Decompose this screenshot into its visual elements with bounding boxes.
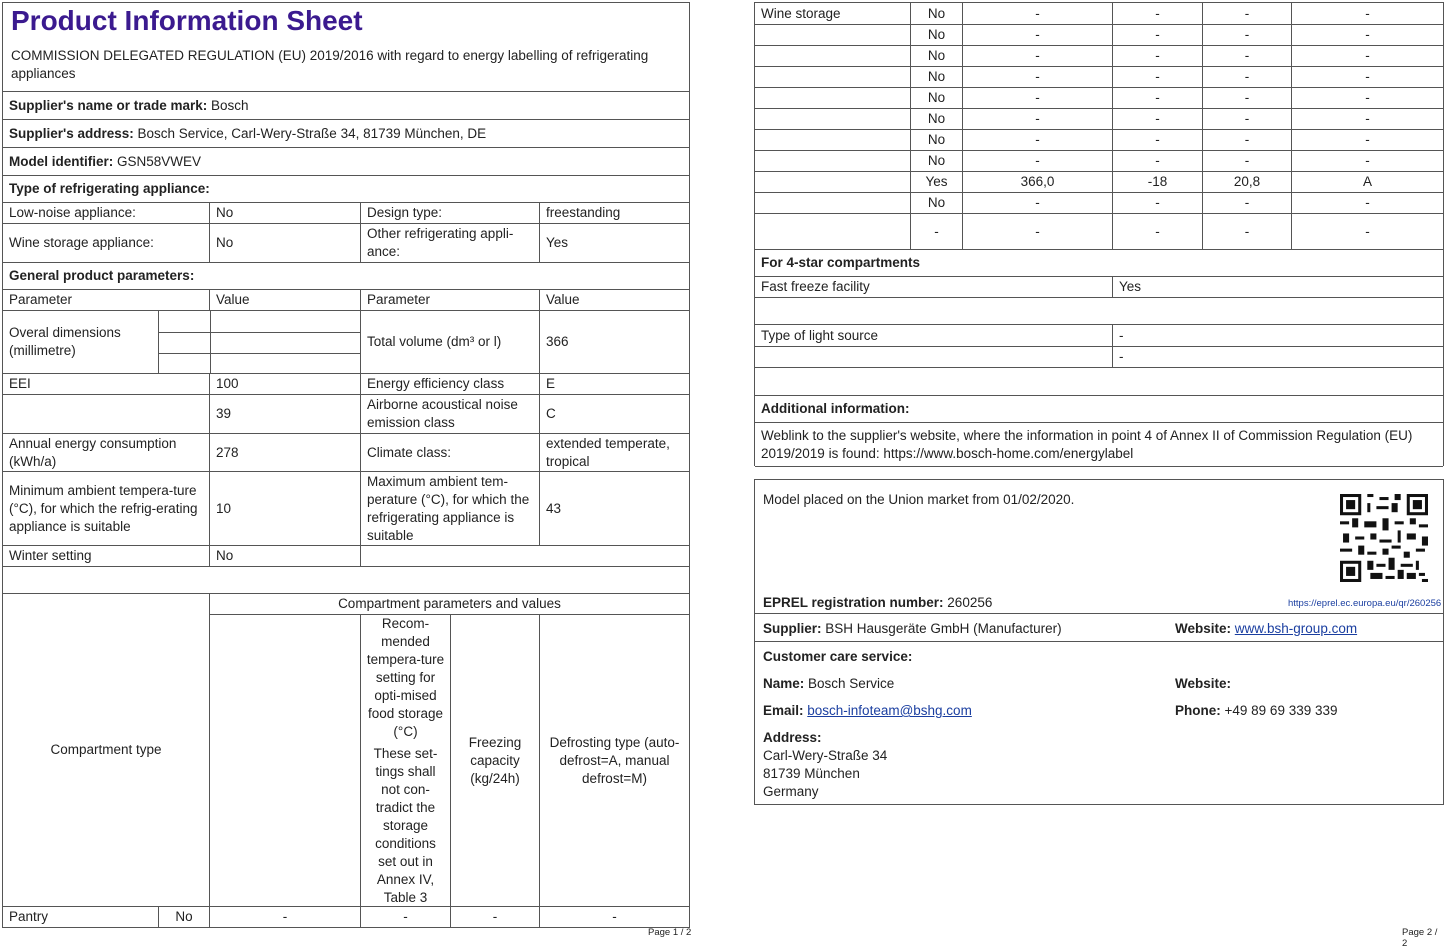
energy-class-value: E: [539, 374, 689, 394]
fast-freeze-label: Fast freeze facility: [761, 279, 870, 294]
name-label: Name:: [763, 676, 805, 691]
page-2-table: [754, 2, 1444, 466]
min-temp-value: 10: [209, 472, 360, 545]
compartment-value-cell: -: [962, 109, 1112, 129]
eprel-url-link[interactable]: https://eprel.ec.europa.eu/qr/260256: [1288, 598, 1442, 609]
pantry-cell: -: [539, 907, 689, 927]
compartment-type-cell: [755, 109, 910, 129]
compartment-value-cell: -: [962, 67, 1112, 87]
climate-value: extended temperate, tropical: [539, 434, 689, 471]
compartment-value-cell: -: [962, 46, 1112, 66]
compartment-value-cell: -: [1112, 88, 1202, 108]
spacer-row: [3, 566, 689, 593]
model-label: Model identifier:: [9, 153, 114, 169]
compartment-value-cell: -: [1202, 214, 1291, 250]
compartment-value-cell: -: [1291, 214, 1443, 250]
compartment-value-cell: -: [962, 214, 1112, 250]
compartment-value-cell: -: [1112, 25, 1202, 45]
address-line: Germany: [763, 784, 819, 799]
dimensions-subgrid: [158, 311, 360, 373]
design-type-value: freestanding: [539, 203, 689, 223]
recommended-temp-note: These set-tings shall not con-tradict the storage conditions set out in Annex IV, Table 3: [373, 745, 438, 905]
compartment-value-cell: -: [1291, 193, 1443, 213]
noise-class-label: Airborne acoustical noise emission class: [360, 395, 539, 433]
spacer-row: [755, 367, 1443, 395]
pantry-row: [3, 906, 689, 927]
compartment-row: [755, 108, 1443, 129]
fast-freeze-value: Yes: [1112, 277, 1443, 297]
compartment-value-cell: No: [910, 151, 962, 171]
compartment-value-cell: -: [1202, 3, 1291, 24]
compartment-value-cell: -: [962, 130, 1112, 150]
four-star-heading-row: [755, 249, 1443, 276]
total-volume-label: Total volume (dm³ or l): [360, 311, 539, 373]
other-appliance-label: Other refrigerating appli-ance:: [360, 224, 539, 262]
regulation-text: COMMISSION DELEGATED REGULATION (EU) 2019/2016 with regard to energy labelling of refrigerating appliances: [11, 48, 649, 81]
supplier-name-label: Supplier's name or trade mark:: [9, 97, 208, 113]
compartment-row: [755, 45, 1443, 66]
phone-value: +49 89 69 339 339: [1224, 703, 1338, 718]
compartment-value-cell: -: [1112, 109, 1202, 129]
compartment-type-cell: Wine storage: [761, 5, 841, 21]
pantry-value: No: [158, 907, 209, 927]
compartment-value-cell: -: [1202, 67, 1291, 87]
compartment-value-cell: -: [962, 25, 1112, 45]
compartment-value-cell: -: [1291, 109, 1443, 129]
noise-value: 39: [209, 395, 360, 433]
compartment-value-cell: No: [910, 193, 962, 213]
noise-row: [3, 394, 689, 433]
pantry-cell: -: [450, 907, 539, 927]
compartment-value-cell: -: [1112, 130, 1202, 150]
winter-value: No: [209, 546, 360, 566]
compartment-type-cell: [755, 151, 910, 171]
compartment-value-cell: -: [1112, 46, 1202, 66]
freezing-capacity-heading: Freezing capacity (kg/24h): [450, 614, 539, 906]
supplier-value: BSH Hausgeräte GmbH (Manufacturer): [825, 621, 1062, 636]
compartment-value-cell: -: [1202, 25, 1291, 45]
value-header-2: Value: [539, 290, 689, 310]
compartment-value-cell: 366,0: [962, 172, 1112, 192]
compartment-row: [755, 192, 1443, 213]
additional-heading-row: [755, 395, 1443, 422]
design-type-label: Design type:: [360, 203, 539, 223]
compartment-value-cell: No: [910, 109, 962, 129]
email-label: Email:: [763, 703, 804, 718]
eprel-row: [763, 594, 992, 612]
noise-class-value: C: [539, 395, 689, 433]
compartment-value-cell: -: [1291, 25, 1443, 45]
website-label: Website:: [1175, 621, 1232, 636]
page-number: Page 2 / 2: [1402, 927, 1438, 949]
customer-care-block: [755, 641, 1443, 805]
light-source-value: -: [1112, 325, 1443, 346]
winter-row: [3, 545, 689, 566]
light-source-label: Type of light source: [761, 327, 879, 343]
compartment-value-cell: No: [910, 88, 962, 108]
pantry-label: Pantry: [9, 909, 49, 924]
value-header: Value: [209, 290, 360, 310]
light-source-value-2: -: [1112, 347, 1443, 367]
compartment-row: [755, 129, 1443, 150]
general-heading: General product parameters:: [9, 268, 195, 283]
dimensions-row: [3, 310, 689, 373]
wine-storage-label: Wine storage appliance:: [9, 235, 154, 250]
name-value: Bosch Service: [808, 676, 895, 691]
recommended-temp-heading: Recom-mended tempera-ture setting for opti-mised food storage (°C): [366, 615, 445, 739]
compartment-value-cell: -18: [1112, 172, 1202, 192]
compartment-value-cell: -: [1202, 193, 1291, 213]
model-identifier: GSN58VWEV: [117, 153, 202, 169]
compartment-value-cell: No: [910, 25, 962, 45]
website2-label: Website:: [1175, 676, 1232, 691]
four-star-heading: For 4-star compartments: [761, 255, 921, 270]
compartment-value-cell: -: [1112, 151, 1202, 171]
email-link[interactable]: bosch-infoteam@bshg.com: [807, 703, 972, 718]
phone-label: Phone:: [1175, 703, 1221, 718]
compartment-value-cell: -: [1202, 151, 1291, 171]
compartment-value-cell: -: [962, 193, 1112, 213]
compartment-value-cell: -: [1291, 67, 1443, 87]
max-temp-value: 43: [539, 472, 689, 545]
annual-row: [3, 433, 689, 471]
compartment-params-heading: Compartment parameters and values: [209, 594, 689, 614]
fast-freeze-row: [755, 276, 1443, 297]
compartment-value-cell: -: [1291, 46, 1443, 66]
supplier-address-row: [3, 119, 689, 147]
additional-heading: Additional information:: [761, 401, 910, 416]
eprel-label: EPREL registration number:: [763, 595, 944, 610]
energy-class-label: Energy efficiency class: [360, 374, 539, 394]
pantry-cell: -: [209, 907, 360, 927]
compartment-value-cell: -: [1291, 130, 1443, 150]
eei-row: [3, 373, 689, 394]
compartment-value-cell: No: [910, 67, 962, 87]
pantry-cell: -: [360, 907, 450, 927]
eei-label: EEI: [9, 376, 31, 391]
page-2-label-info: [754, 479, 1444, 805]
compartment-type-cell: [755, 67, 910, 87]
param-header-row: [3, 289, 689, 310]
eprel-number: 260256: [947, 595, 993, 610]
type-heading: Type of refrigerating appliance:: [9, 181, 210, 196]
recommended-temp-cell: [360, 614, 450, 906]
supplier-name: Bosch: [211, 97, 249, 113]
compartment-value-cell: -: [910, 214, 962, 250]
total-volume-value: 366: [539, 311, 689, 373]
wine-storage-row: [3, 223, 689, 262]
compartment-value-cell: -: [1202, 130, 1291, 150]
compartment-value-cell: -: [962, 88, 1112, 108]
compartment-row: [755, 24, 1443, 45]
compartment-type-cell: [755, 88, 910, 108]
address-label: Address:: [763, 730, 822, 745]
dimensions-label: Overal dimensions (millimetre): [9, 325, 121, 358]
ambient-temp-row: [3, 471, 689, 545]
spacer-row: [755, 297, 1443, 324]
defrost-type-heading: Defrosting type (auto-defrost=A, manual defrost=M): [539, 614, 689, 906]
compartment-value-cell: -: [1291, 3, 1443, 24]
compartment-value-cell: -: [1112, 214, 1202, 250]
supplier-address: Bosch Service, Carl-Wery-Straße 34, 81739 München, DE: [137, 125, 487, 141]
light-source-row-2: [755, 346, 1443, 367]
winter-label: Winter setting: [9, 548, 92, 563]
annual-label: Annual energy consumption (kWh/a): [9, 435, 177, 469]
general-heading-row: [3, 262, 689, 289]
supplier-row: [755, 613, 1443, 641]
compartment-row: [755, 3, 1443, 24]
compartment-type-heading: Compartment type: [50, 741, 162, 757]
param-header: Parameter: [9, 292, 73, 307]
compartment-type-cell: [755, 214, 910, 250]
low-noise-label: Low-noise appliance:: [9, 205, 136, 220]
compartment-value-cell: -: [962, 3, 1112, 24]
compartment-value-cell: No: [910, 3, 962, 24]
compartment-value-cell: -: [1202, 109, 1291, 129]
low-noise-value: No: [209, 203, 360, 223]
customer-care-heading: Customer care service:: [763, 649, 913, 664]
compartment-value-cell: -: [1291, 88, 1443, 108]
compartment-header-row: [3, 614, 689, 906]
eei-value: 100: [209, 374, 360, 394]
weblink-row: [755, 422, 1443, 467]
compartment-value-cell: -: [1202, 88, 1291, 108]
address-line: Carl-Wery-Straße 34: [763, 748, 888, 763]
compartment-value-cell: No: [910, 46, 962, 66]
compartment-type-cell: [755, 46, 910, 66]
model-row: [3, 147, 689, 175]
compartment-value-cell: -: [1202, 46, 1291, 66]
compartment-value-cell: -: [1291, 151, 1443, 171]
light-source-row: [755, 324, 1443, 346]
model-placed-text: Model placed on the Union market from 01/02/2020.: [763, 492, 1075, 507]
website-link[interactable]: www.bsh-group.com: [1234, 621, 1358, 636]
min-temp-label: Minimum ambient tempera-ture (°C), for which the refrig-erating appliance is suitable: [9, 482, 198, 534]
address-line: 81739 München: [763, 766, 860, 781]
compartment-type-cell: [755, 193, 910, 213]
page-number: Page 1 / 2: [648, 927, 692, 938]
annual-value: 278: [209, 434, 360, 471]
compartment-row: [755, 171, 1443, 192]
supplier-address-label: Supplier's address:: [9, 125, 134, 141]
compartment-value-cell: 20,8: [1202, 172, 1291, 192]
other-appliance-value: Yes: [539, 224, 689, 262]
wine-storage-value: No: [209, 224, 360, 262]
type-heading-row: [3, 175, 689, 202]
compartment-value-cell: -: [1112, 3, 1202, 24]
qr-code-icon: [1340, 494, 1428, 582]
compartment-row: [755, 66, 1443, 87]
compartment-type-cell: [755, 25, 910, 45]
supplier-label: Supplier:: [763, 621, 822, 636]
climate-label: Climate class:: [360, 434, 539, 471]
compartment-value-cell: -: [1112, 67, 1202, 87]
max-temp-label: Maximum ambient tem-perature (°C), for which the refrigerating appliance is suitable: [360, 472, 539, 545]
compartment-value-cell: -: [962, 151, 1112, 171]
compartment-value-cell: -: [1112, 193, 1202, 213]
compartment-type-cell: [755, 172, 910, 192]
param-header-2: Parameter: [360, 290, 539, 310]
compartment-row: [755, 213, 1443, 250]
page-1: [2, 2, 690, 928]
weblink-text: Weblink to the supplier's website, where the information in point 4 of Annex II of Commission Regulation (EU) 2019/2019 is found: https://www.bosch-home.com/energylabel: [761, 427, 1413, 461]
compartment-row: [755, 150, 1443, 171]
compartment-row: [755, 87, 1443, 108]
supplier-name-row: [3, 91, 689, 119]
compartment-value-cell: Yes: [910, 172, 962, 192]
compartment-type-cell: [755, 130, 910, 150]
low-noise-row: [3, 202, 689, 223]
compartment-value-cell: No: [910, 130, 962, 150]
page-title: Product Information Sheet: [11, 5, 363, 36]
compartment-value-cell: A: [1291, 172, 1443, 192]
